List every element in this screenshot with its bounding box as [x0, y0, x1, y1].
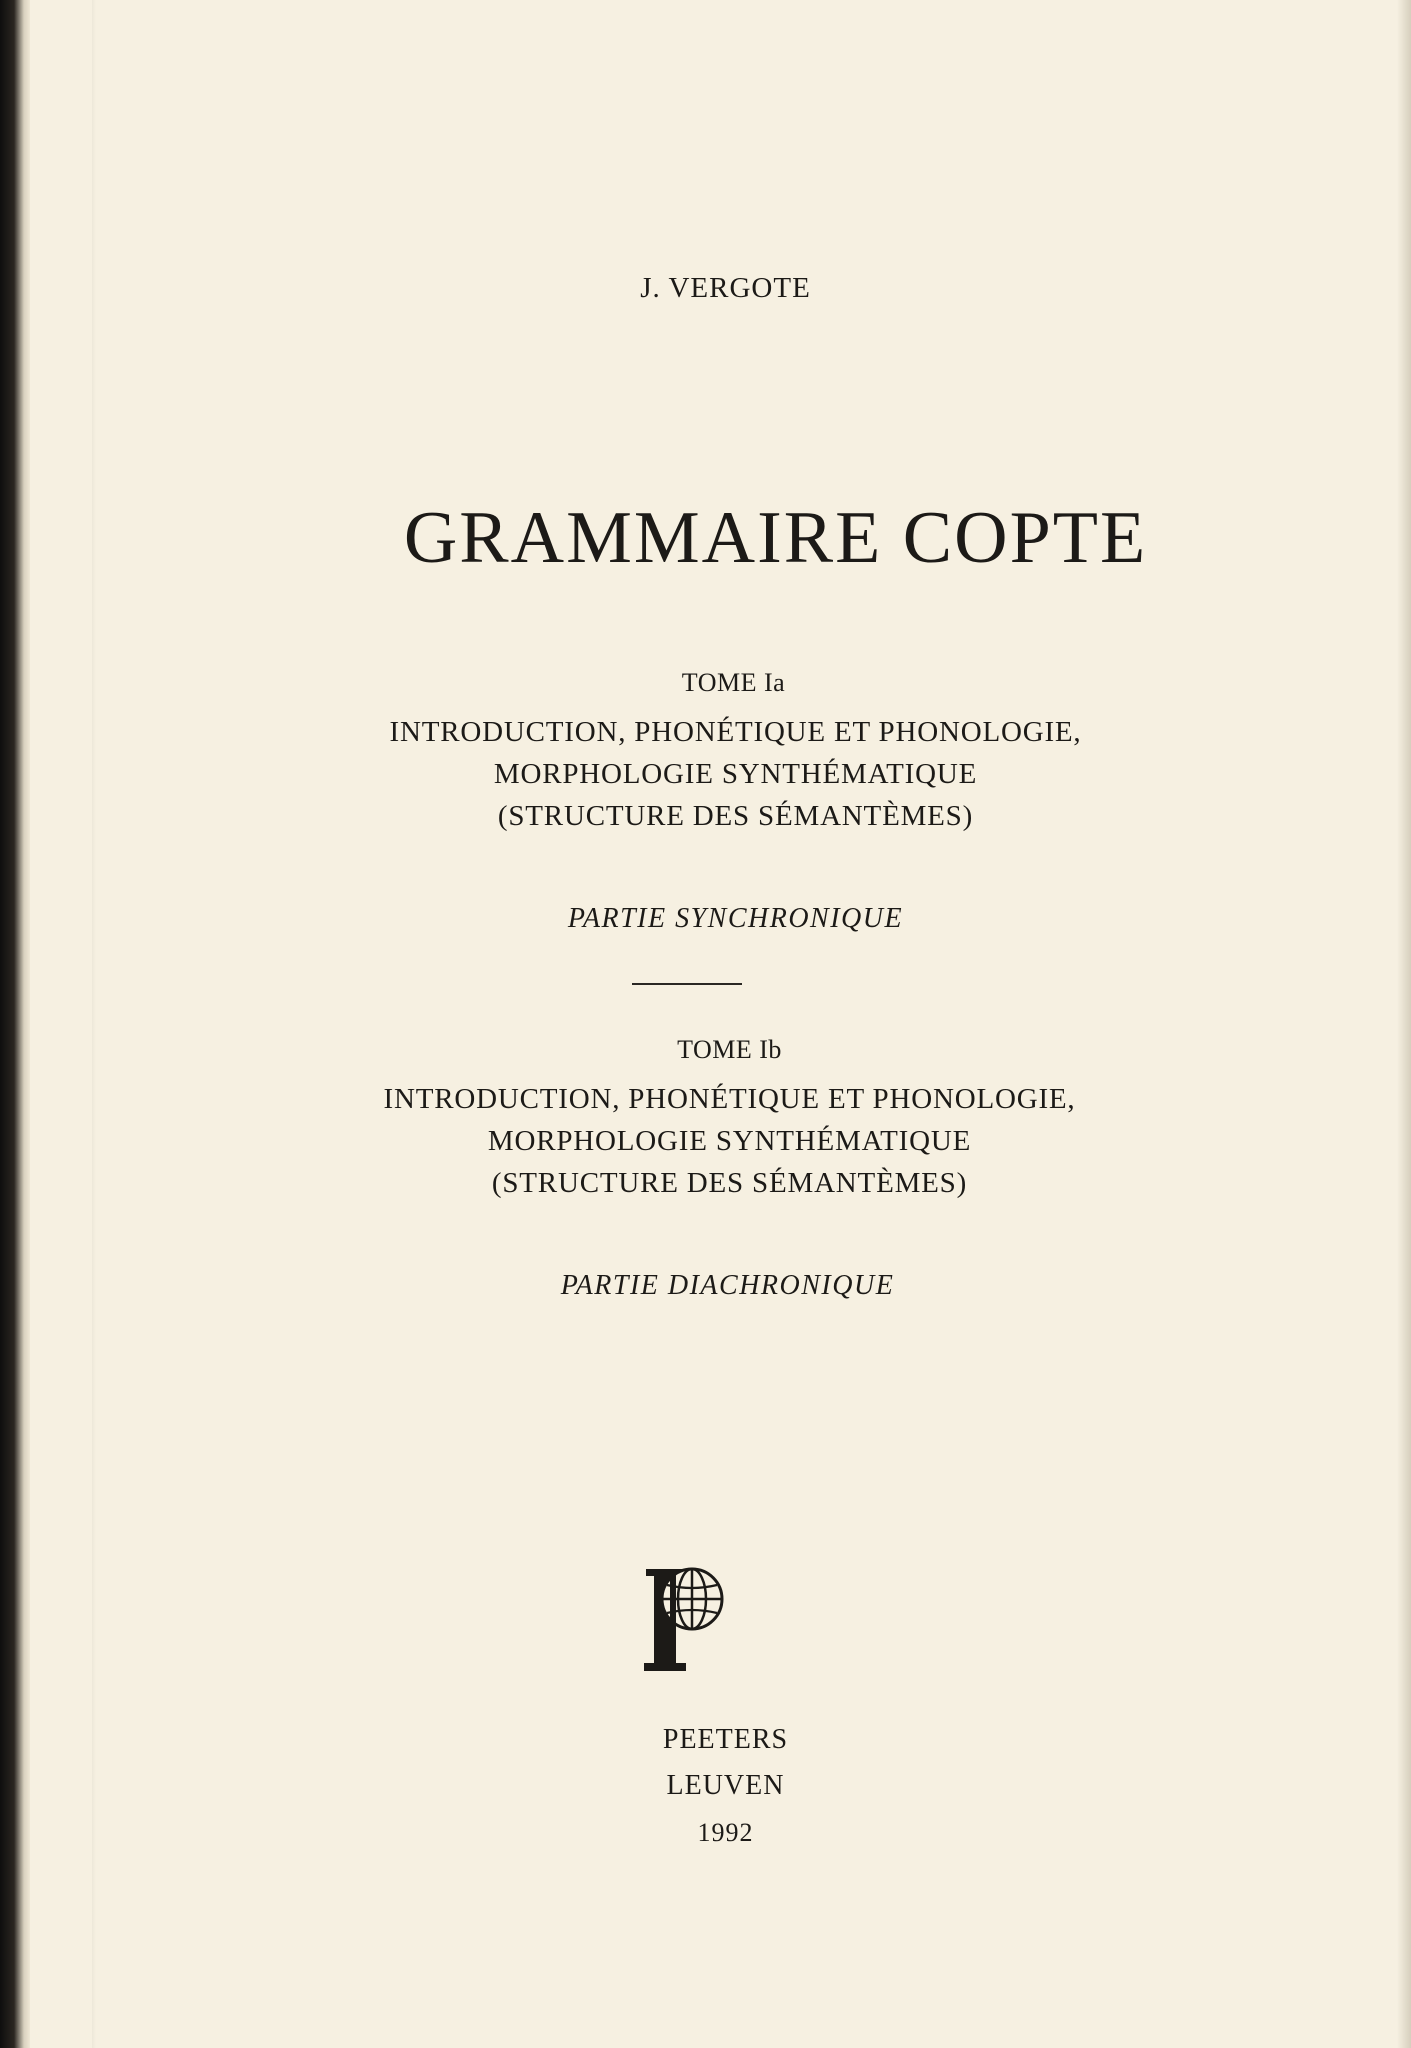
publisher-city: LEUVEN — [666, 1770, 785, 1801]
globe-icon — [662, 1569, 722, 1629]
tome-a-label: TOME Ia — [681, 668, 786, 697]
tome-b-line-1: INTRODUCTION, PHONÉTIQUE ET PHONOLOGIE, — [383, 1083, 1076, 1115]
publication-year: 1992 — [697, 1818, 754, 1847]
publisher-name: PEETERS — [662, 1724, 789, 1755]
tome-a-line-1: INTRODUCTION, PHONÉTIQUE ET PHONOLOGIE, — [389, 716, 1082, 748]
book-title: GRAMMAIRE COPTE — [403, 497, 1148, 579]
tome-b-line-2: MORPHOLOGIE SYNTHÉMATIQUE — [487, 1125, 972, 1157]
tome-b-line-3: (STRUCTURE DES SÉMANTÈMES) — [491, 1167, 968, 1199]
separator-rule — [632, 983, 742, 985]
tome-b-partie: PARTIE DIACHRONIQUE — [560, 1270, 895, 1301]
author-name: J. VERGOTE — [640, 272, 811, 304]
tome-b-label: TOME Ib — [677, 1035, 782, 1064]
publisher-logo — [640, 1565, 730, 1675]
tome-a-partie: PARTIE SYNCHRONIQUE — [567, 903, 904, 934]
tome-a-line-2: MORPHOLOGIE SYNTHÉMATIQUE — [493, 758, 978, 790]
tome-a-line-3: (STRUCTURE DES SÉMANTÈMES) — [497, 800, 974, 832]
